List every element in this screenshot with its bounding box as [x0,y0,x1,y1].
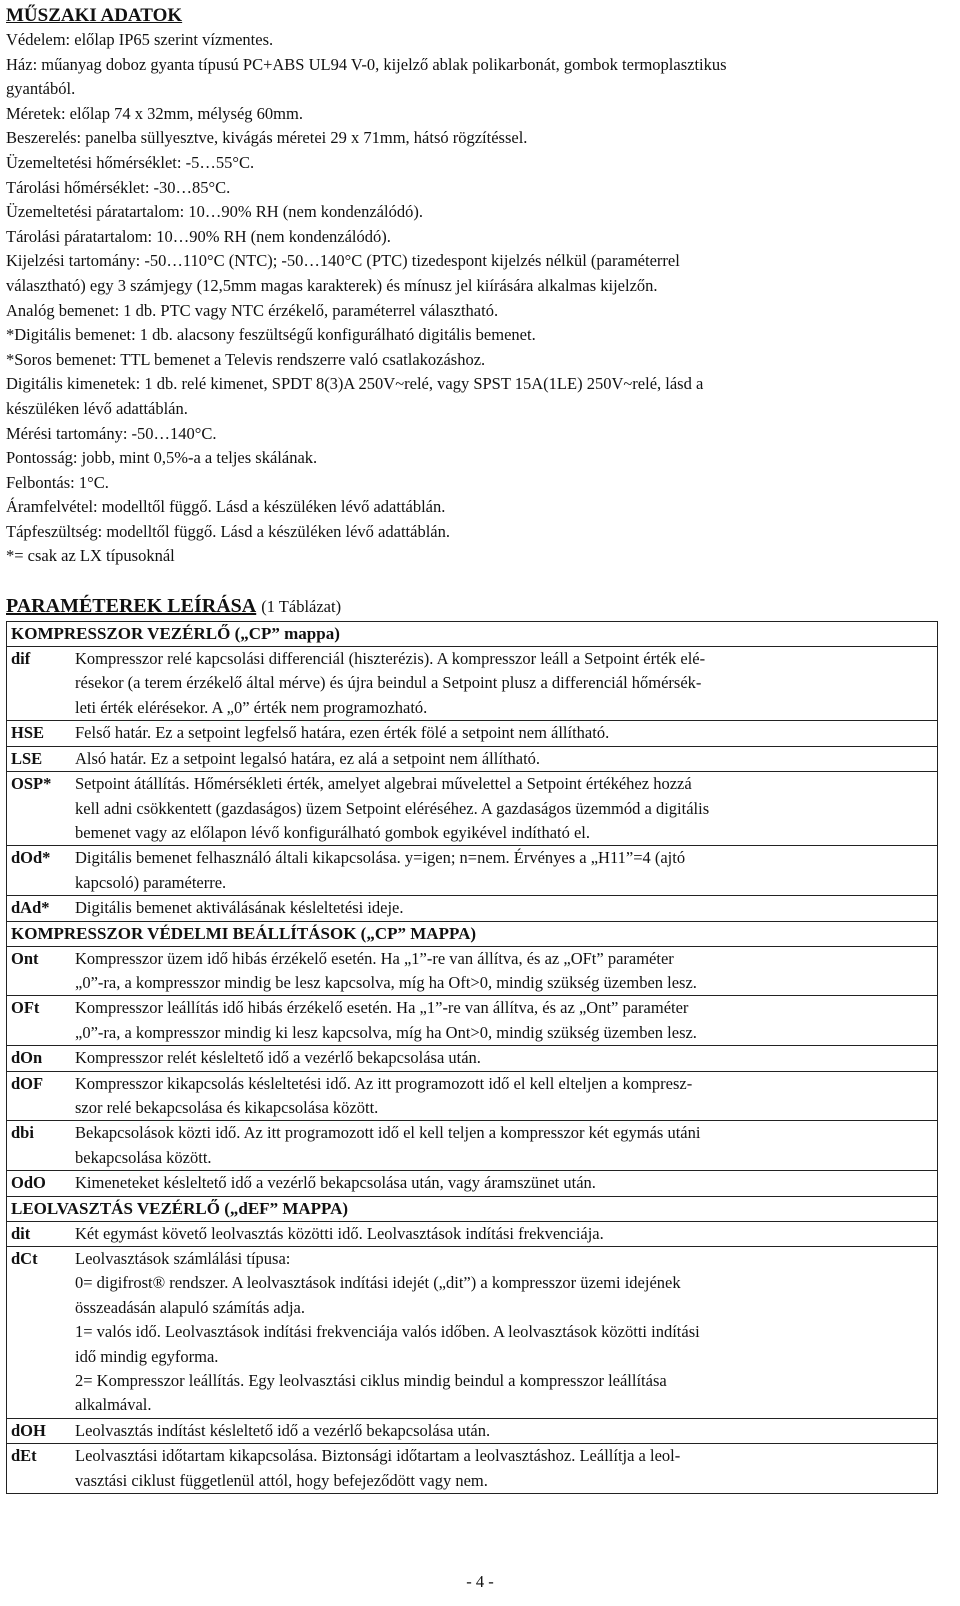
param-description [75,1121,927,1170]
description-line: kapcsoló) paraméterre. [75,872,227,892]
param-code: dif [11,649,31,669]
spec-line: készüléken lévő adattáblán. [6,398,188,418]
param-description [75,647,927,720]
table-row [7,746,938,771]
spec-line: Digitális kimenetek: 1 db. relé kimenet, SPDT 8(3)A 250V~relé, vagy SPST 15A(1LE) 250V~relé, lásd a [6,374,704,394]
param-cell [7,746,938,771]
description-line: „0”-ra, a kompresszor mindig ki lesz kapcsolva, míg ha Ont>0, mindig szükség üzemben lesz. [75,1022,697,1042]
description-line: leti érték elérésekor. A „0” érték nem programozható. [75,697,428,717]
param-cell [7,721,938,746]
table-row [7,772,938,846]
params-title: PARAMÉTEREK LEÍRÁSA [6,595,257,618]
section-header-row [7,622,938,647]
document-page [6,4,942,1494]
param-description [75,1171,927,1195]
description-line: összeadásán alapuló számítás adja. [75,1297,305,1317]
param-cell [7,1071,938,1121]
spec-line: választható) egy 3 számjegy (12,5mm magas karakterek) és mínusz jel kiírására alkalmas kijelzőn. [6,275,658,295]
param-cell [7,896,938,921]
spec-line: *= csak az LX típusoknál [6,546,175,566]
param-code: dCt [11,1249,38,1268]
spec-line: Pontosság: jobb, mint 0,5%-a a teljes skálának. [6,448,318,468]
param-code: dit [11,1223,31,1243]
param-description [75,846,927,895]
description-line: Leolvasztások számlálási típusa: [75,1249,291,1268]
table-row [7,1071,938,1121]
description-line: Kompresszor relét késleltető idő a vezérlő bekapcsolása után. [75,1048,481,1068]
table-row [7,1418,938,1443]
spec-line: Tápfeszültség: modelltől függő. Lásd a készüléken lévő adattáblán. [6,521,450,541]
param-description [75,747,927,771]
specs-title: MŰSZAKI ADATOK [6,5,183,26]
spec-line: Beszerelés: panelba süllyesztve, kivágás méretei 29 x 71mm, hátsó rögzítéssel. [6,128,528,148]
description-line: Leolvasztási időtartam kikapcsolása. Biztonsági időtartam a leolvasztáshoz. Leállítja a leol- [75,1446,681,1466]
description-line: résekor (a terem érzékelő által mérve) és újra beindul a Setpoint plusz a differenciál hőmérsék- [75,673,702,693]
param-cell [7,846,938,896]
table-row [7,1444,938,1494]
table-row [7,1247,938,1419]
param-cell [7,772,938,846]
description-line: Setpoint átállítás. Hőmérsékleti érték, amelyet algebrai művelettel a Setpoint értékéhez hozzá [75,774,692,794]
parameter-table [6,621,938,1494]
param-cell [7,1121,938,1171]
section-header-row [7,1196,938,1221]
spec-line: Üzemeltetési hőmérséklet: -5…55°C. [6,152,255,172]
param-code: Ont [11,948,39,968]
section-header-row [7,921,938,946]
description-line: Kompresszor kikapcsolás késleltetési idő. Az itt programozott idő el kell elteljen a kompresz- [75,1073,693,1093]
param-description [75,772,927,845]
description-line: Digitális bemenet aktiválásának késleltetési ideje. [75,898,404,918]
params-table-note: (1 Táblázat) [261,597,342,617]
description-line: „0”-ra, a kompresszor mindig be lesz kapcsolva, míg ha Oft>0, mindig szükség üzemben lesz. [75,972,697,992]
param-description [75,1247,927,1418]
description-line: Bekapcsolások közti idő. Az itt programozott idő el kell teljen a kompresszor két egymás utáni [75,1123,701,1143]
param-code: dOH [11,1420,46,1440]
param-description [75,1222,927,1246]
param-code: dOd* [11,848,51,868]
param-cell [7,1046,938,1071]
param-cell [7,1418,938,1443]
param-code: dEt [11,1446,37,1466]
spec-line: Mérési tartomány: -50…140°C. [6,423,217,443]
description-line: vasztási ciklust függetlenül attól, hogy befejeződött vagy nem. [75,1470,488,1490]
section-title: KOMPRESSZOR VEZÉRLŐ („CP” mappa) [7,622,938,647]
description-line: 1= valós idő. Leolvasztások indítási frekvenciája valós időben. A leolvasztások közötti indítási [75,1322,700,1342]
param-code: HSE [11,723,45,743]
param-cell [7,1221,938,1246]
description-line: kell adni csökkentett (gazdaságos) üzem Setpoint eléréséhez. A gazdaságos üzemmód a digitális [75,798,710,818]
description-line: Digitális bemenet felhasználó általi kikapcsolása. y=igen; n=nem. Érvényes a „H11”=4 (ajtó [75,848,686,868]
spec-line: Kijelzési tartomány: -50…110°C (NTC); -50…140°C (PTC) tizedespont kijelzés nélkül (paraméterrel [6,251,680,271]
spec-line: Méretek: előlap 74 x 32mm, mélység 60mm. [6,103,303,123]
description-line: bekapcsolása között. [75,1147,212,1167]
description-line: Kompresszor leállítás idő hibás érzékelő esetén. Ha „1”-re van állítva, és az „Ont” paraméter [75,998,689,1018]
param-code: dOn [11,1048,43,1068]
spec-line: *Soros bemenet: TTL bemenet a Televis rendszerre való csatlakozáshoz. [6,349,486,369]
table-row [7,846,938,896]
specs-list [6,28,942,569]
table-row [7,1171,938,1196]
param-description [75,1072,927,1121]
description-line: szor relé bekapcsolása és kikapcsolása között. [75,1097,379,1117]
param-cell [7,1171,938,1196]
table-row [7,996,938,1046]
page-number: - 4 - [466,1572,494,1591]
param-cell [7,1247,938,1419]
description-line: Kompresszor üzem idő hibás érzékelő esetén. Ha „1”-re van állítva, és az „OFt” paraméter [75,948,674,968]
description-line: Alsó határ. Ez a setpoint legalsó határa, ez alá a setpoint nem állítható. [75,748,541,768]
param-description [75,896,927,920]
description-line: Két egymást követő leolvasztás közötti idő. Leolvasztások indítási frekvenciája. [75,1223,604,1243]
table-row [7,1046,938,1071]
param-code: LSE [11,748,43,768]
param-code: dbi [11,1123,34,1143]
param-code: dAd* [11,898,50,918]
spec-line: Ház: műanyag doboz gyanta típusú PC+ABS UL94 V-0, kijelző ablak polikarbonát, gombok termoplasztikus [6,54,727,74]
param-code: dOF [11,1073,44,1093]
param-description [75,947,927,996]
spec-line: gyantából. [6,79,76,99]
description-line: Felső határ. Ez a setpoint legfelső határa, ezen érték fölé a setpoint nem állítható. [75,723,610,743]
param-description [75,721,927,745]
param-description [75,996,927,1045]
description-line: Leolvasztás indítást késleltető idő a vezérlő bekapcsolása után. [75,1420,491,1440]
param-code: OdO [11,1173,46,1193]
param-cell [7,946,938,996]
params-heading [6,593,942,620]
param-description [75,1046,927,1070]
table-row [7,721,938,746]
spec-line: *Digitális bemenet: 1 db. alacsony feszültségű konfigurálható digitális bemenet. [6,325,536,345]
param-code: OSP* [11,774,52,794]
description-line: 0= digifrost® rendszer. A leolvasztások indítási idejét („dit”) a kompresszor üzemi idejének [75,1273,681,1293]
param-description [75,1444,927,1493]
description-line: Kimeneteket késleltető idő a vezérlő bekapcsolása után, vagy áramszünet után. [75,1173,596,1193]
description-line: idő mindig egyforma. [75,1346,219,1366]
param-code: OFt [11,998,40,1018]
param-cell [7,647,938,721]
description-line: bemenet vagy az előlapon lévő konfigurálható gombok egyikével indítható el. [75,822,591,842]
description-line: Kompresszor relé kapcsolási differenciál (hiszterézis). A kompresszor leáll a Setpoint érték elé- [75,649,706,669]
spec-line: Felbontás: 1°C. [6,472,109,492]
description-line: alkalmával. [75,1395,152,1415]
table-row [7,1121,938,1171]
spec-line: Analóg bemenet: 1 db. PTC vagy NTC érzékelő, paraméterrel választható. [6,300,499,320]
param-description [75,1419,927,1443]
spec-line: Áramfelvétel: modelltől függő. Lásd a készüléken lévő adattáblán. [6,497,446,517]
table-row [7,1221,938,1246]
spec-line: Üzemeltetési páratartalom: 10…90% RH (nem kondenzálódó). [6,202,423,222]
section-title: LEOLVASZTÁS VEZÉRLŐ („dEF” MAPPA) [7,1196,938,1221]
spec-line: Tárolási hőmérséklet: -30…85°C. [6,177,231,197]
param-cell [7,996,938,1046]
spec-line: Tárolási páratartalom: 10…90% RH (nem kondenzálódó). [6,226,391,246]
table-row [7,647,938,721]
table-row [7,896,938,921]
table-row [7,946,938,996]
spec-line: Védelem: előlap IP65 szerint vízmentes. [6,30,274,49]
param-cell [7,1444,938,1494]
description-line: 2= Kompresszor leállítás. Egy leolvasztási ciklus mindig beindul a kompresszor leállítása [75,1371,667,1391]
section-title: KOMPRESSZOR VÉDELMI BEÁLLÍTÁSOK („CP” MAPPA) [7,921,938,946]
